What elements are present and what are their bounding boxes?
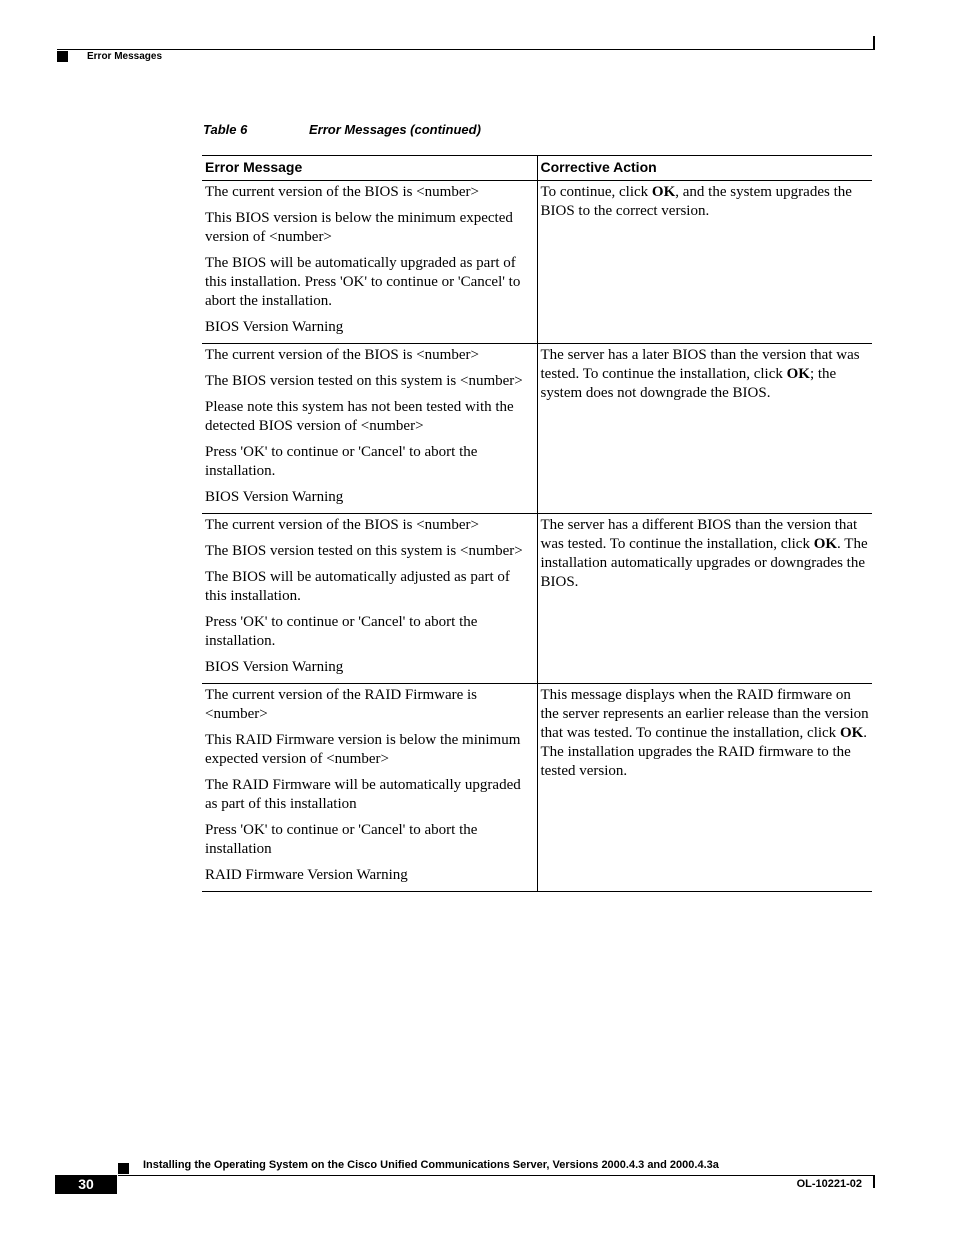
error-message-line: The current version of the BIOS is <number> (205, 184, 479, 200)
action-ok-keyword: OK (839, 725, 864, 741)
footer-document-title: Installing the Operating System on the Cisco Unified Communications Server, Versions 2000.4.3 and 2000.4.3a (143, 1159, 719, 1171)
header-marker-square (57, 51, 68, 62)
error-message-line: BIOS Version Warning (205, 319, 344, 335)
action-text: ; the system does not downgrade the BIOS. (540, 366, 837, 401)
error-message-line: Press 'OK' to continue or 'Cancel' to abort the installation. (205, 614, 478, 649)
error-message-line: Press 'OK' to continue or 'Cancel' to abort the installation (205, 822, 478, 857)
corrective-action-cell (537, 181, 872, 344)
error-messages-table (202, 155, 872, 892)
error-message-line: BIOS Version Warning (205, 659, 344, 675)
page-number: 30 (55, 1175, 117, 1194)
error-message-line: Please note this system has not been tested with the detected BIOS version of <number> (205, 399, 514, 434)
error-message-line: The RAID Firmware will be automatically upgraded as part of this installation (205, 777, 521, 812)
action-text: To continue, click (540, 184, 652, 200)
error-message-line: This RAID Firmware version is below the minimum expected version of <number> (205, 732, 521, 767)
table-row (202, 684, 872, 892)
header-corner-tick (873, 36, 875, 50)
action-text: The server has a later BIOS than the version that was tested. To continue the installation, click (540, 347, 860, 382)
footer-marker-square (118, 1163, 129, 1174)
error-message-cell (202, 181, 537, 344)
table-caption-number: Table 6 (203, 122, 248, 137)
error-message-line: The current version of the BIOS is <number> (205, 517, 479, 533)
table-header-row (202, 156, 872, 181)
footer-corner-tick (873, 1175, 875, 1188)
error-message-line: The BIOS version tested on this system is <number> (205, 543, 523, 559)
corrective-action-cell (537, 514, 872, 684)
column-header-error-message: Error Message (202, 156, 537, 181)
header-rule (57, 49, 875, 50)
header-section-title: Error Messages (87, 51, 163, 62)
corrective-action-text (541, 346, 870, 403)
action-ok-keyword: OK (651, 184, 676, 200)
corrective-action-text (541, 516, 870, 592)
action-ok-keyword: OK (813, 536, 838, 552)
action-text: This message displays when the RAID firmware on the server represents an earlier release than the version that was tested. To continue the installation, click (540, 687, 869, 741)
error-message-line: This BIOS version is below the minimum expected version of <number> (205, 210, 513, 245)
action-text: , and the system upgrades the BIOS to the correct version. (540, 184, 852, 219)
error-message-cell (202, 514, 537, 684)
corrective-action-text (541, 686, 870, 781)
table-row (202, 514, 872, 684)
action-ok-keyword: OK (786, 366, 810, 382)
action-text: The server has a different BIOS than the version that was tested. To continue the installation, click (540, 517, 858, 552)
error-message-cell (202, 684, 537, 892)
error-message-line: The BIOS will be automatically adjusted as part of this installation. (205, 569, 510, 604)
error-message-line: The BIOS version tested on this system is <number> (205, 373, 523, 389)
error-message-line: The current version of the BIOS is <number> (205, 347, 479, 363)
table-row (202, 344, 872, 514)
action-text: . The installation upgrades the RAID firmware to the tested version. (540, 725, 868, 779)
table-caption-title: Error Messages (continued) (309, 122, 481, 137)
corrective-action-cell (537, 684, 872, 892)
corrective-action-cell (537, 344, 872, 514)
error-message-cell (202, 344, 537, 514)
error-message-line: BIOS Version Warning (205, 489, 344, 505)
error-message-line: The BIOS will be automatically upgraded as part of this installation. Press 'OK' to continue or 'Cancel' to abort the installation. (205, 255, 521, 309)
column-header-corrective-action: Corrective Action (537, 156, 872, 181)
action-text: . The installation automatically upgrades or downgrades the BIOS. (540, 536, 868, 590)
table-row (202, 181, 872, 344)
error-message-line: RAID Firmware Version Warning (205, 867, 408, 883)
error-message-line: Press 'OK' to continue or 'Cancel' to abort the installation. (205, 444, 478, 479)
corrective-action-text (541, 183, 870, 221)
footer-doc-number: OL-10221-02 (796, 1178, 862, 1190)
error-message-line: The current version of the RAID Firmware is <number> (205, 687, 478, 722)
footer-rule (118, 1175, 875, 1176)
